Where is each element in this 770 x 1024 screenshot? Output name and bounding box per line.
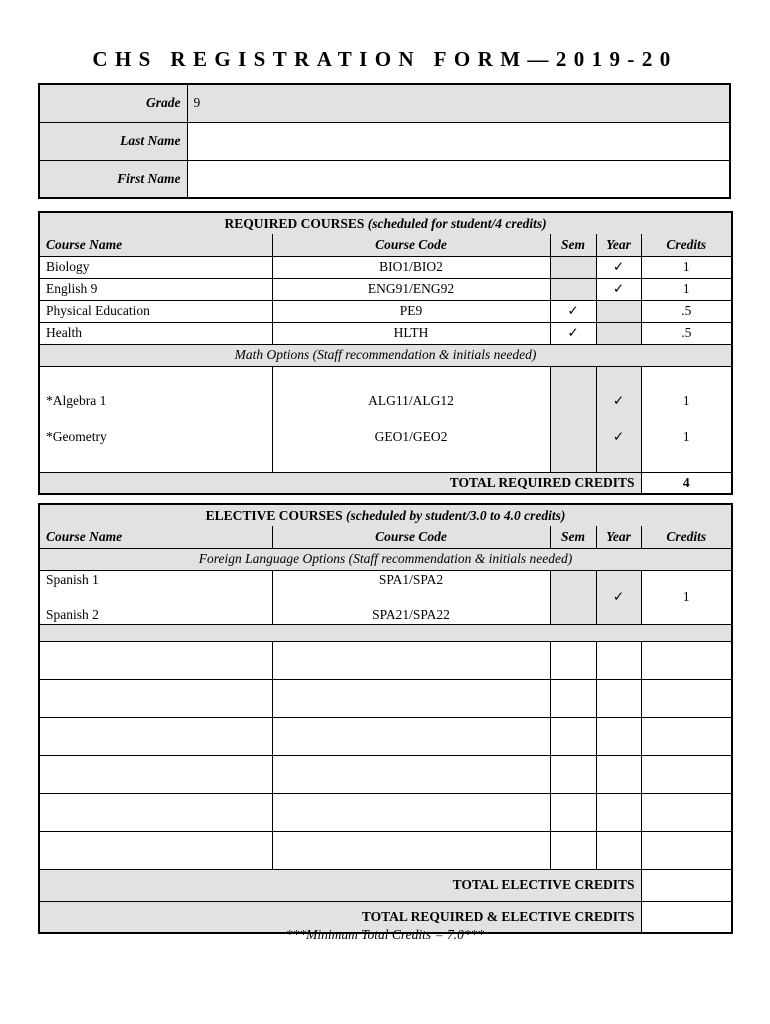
sem-cell <box>550 570 596 624</box>
col-year: Year <box>596 526 641 548</box>
total-elective-field[interactable] <box>641 869 732 901</box>
sem-field[interactable] <box>550 679 596 717</box>
checkmark-icon: ✓ <box>550 300 596 322</box>
course-code-field[interactable] <box>272 679 550 717</box>
col-year: Year <box>596 234 641 256</box>
language-course-names: Spanish 1 Spanish 2 <box>39 570 272 624</box>
course-name: Physical Education <box>39 300 272 322</box>
course-name-field[interactable] <box>39 755 272 793</box>
sem-field[interactable] <box>550 755 596 793</box>
credits-cell: 1 <box>641 256 732 278</box>
grade-label: Grade <box>39 84 187 122</box>
table-row[interactable] <box>39 717 732 755</box>
page-title: CHS REGISTRATION FORM—2019-20 <box>92 47 678 71</box>
sem-field[interactable] <box>550 641 596 679</box>
credits-cell: .5 <box>641 300 732 322</box>
course-code-field[interactable] <box>272 793 550 831</box>
course-name-field[interactable] <box>39 641 272 679</box>
course-code-field[interactable] <box>272 717 550 755</box>
table-row <box>39 300 732 322</box>
credits-field[interactable] <box>641 831 732 869</box>
course-code-field[interactable] <box>272 755 550 793</box>
checkmark-icon: ✓ <box>550 322 596 344</box>
sem-cell <box>550 278 596 300</box>
elective-heading: ELECTIVE COURSES (scheduled by student/3.0 to 4.0 credits) <box>39 504 732 526</box>
language-options-heading: Foreign Language Options (Staff recommendation & initials needed) <box>39 548 732 570</box>
first-name-field[interactable] <box>187 160 730 198</box>
col-course-name: Course Name <box>39 234 272 256</box>
credits-field[interactable] <box>641 641 732 679</box>
language-course-codes: SPA1/SPA2 SPA21/SPA22 <box>272 570 550 624</box>
credits-field[interactable] <box>641 755 732 793</box>
total-required-value: 4 <box>641 472 732 494</box>
year-field[interactable] <box>596 717 641 755</box>
col-credits: Credits <box>641 526 732 548</box>
col-sem: Sem <box>550 234 596 256</box>
sem-cell <box>550 256 596 278</box>
checkmark-icon: ✓ <box>596 570 641 624</box>
credits-cell: 1 <box>641 570 732 624</box>
course-code: ENG91/ENG92 <box>272 278 550 300</box>
course-name-field[interactable] <box>39 679 272 717</box>
year-field[interactable] <box>596 793 641 831</box>
last-name-field[interactable] <box>187 122 730 160</box>
sem-field[interactable] <box>550 717 596 755</box>
student-info-table <box>38 83 731 199</box>
total-all-label: TOTAL REQUIRED & ELECTIVE CREDITS <box>39 901 641 933</box>
col-credits: Credits <box>641 234 732 256</box>
table-row[interactable] <box>39 793 732 831</box>
checkmark-icon: ✓ <box>596 256 641 278</box>
last-name-label: Last Name <box>39 122 187 160</box>
checkmark-icon: ✓ ✓ <box>596 366 641 472</box>
table-row <box>39 256 732 278</box>
table-row <box>39 366 732 472</box>
year-field[interactable] <box>596 755 641 793</box>
course-name: Biology <box>39 256 272 278</box>
course-name: Health <box>39 322 272 344</box>
elective-courses-table <box>38 503 733 934</box>
course-code: BIO1/BIO2 <box>272 256 550 278</box>
total-elective-label: TOTAL ELECTIVE CREDITS <box>39 869 641 901</box>
required-courses-table <box>38 211 733 495</box>
course-code-field[interactable] <box>272 831 550 869</box>
year-cell <box>596 300 641 322</box>
credits-cell: .5 <box>641 322 732 344</box>
first-name-label: First Name <box>39 160 187 198</box>
year-field[interactable] <box>596 641 641 679</box>
grade-field[interactable]: 9 <box>187 84 730 122</box>
col-course-name: Course Name <box>39 526 272 548</box>
credits-field[interactable] <box>641 679 732 717</box>
table-row[interactable] <box>39 831 732 869</box>
checkmark-icon: ✓ <box>596 278 641 300</box>
table-row[interactable] <box>39 679 732 717</box>
sem-cell <box>550 366 596 472</box>
course-name-field[interactable] <box>39 717 272 755</box>
credits-cell: 1 1 <box>641 366 732 472</box>
year-cell <box>596 322 641 344</box>
credits-field[interactable] <box>641 717 732 755</box>
table-row <box>39 278 732 300</box>
course-name-field[interactable] <box>39 793 272 831</box>
sem-field[interactable] <box>550 831 596 869</box>
year-field[interactable] <box>596 831 641 869</box>
required-heading: REQUIRED COURSES (scheduled for student/4 credits) <box>39 212 732 234</box>
credits-field[interactable] <box>641 793 732 831</box>
math-course-codes: ALG11/ALG12 GEO1/GEO2 <box>272 366 550 472</box>
minimum-credits-note: ***Minimum Total Credits = 7.0*** <box>285 927 485 942</box>
table-row[interactable] <box>39 641 732 679</box>
credits-cell: 1 <box>641 278 732 300</box>
total-required-label: TOTAL REQUIRED CREDITS <box>39 472 641 494</box>
col-course-code: Course Code <box>272 234 550 256</box>
math-options-heading: Math Options (Staff recommendation & initials needed) <box>39 344 732 366</box>
course-code-field[interactable] <box>272 641 550 679</box>
table-row[interactable] <box>39 755 732 793</box>
table-row <box>39 322 732 344</box>
col-course-code: Course Code <box>272 526 550 548</box>
course-code: HLTH <box>272 322 550 344</box>
course-code: PE9 <box>272 300 550 322</box>
divider <box>39 624 732 641</box>
math-course-names: *Algebra 1 *Geometry <box>39 366 272 472</box>
course-name-field[interactable] <box>39 831 272 869</box>
sem-field[interactable] <box>550 793 596 831</box>
table-row <box>39 570 732 624</box>
col-sem: Sem <box>550 526 596 548</box>
course-name: English 9 <box>39 278 272 300</box>
year-field[interactable] <box>596 679 641 717</box>
